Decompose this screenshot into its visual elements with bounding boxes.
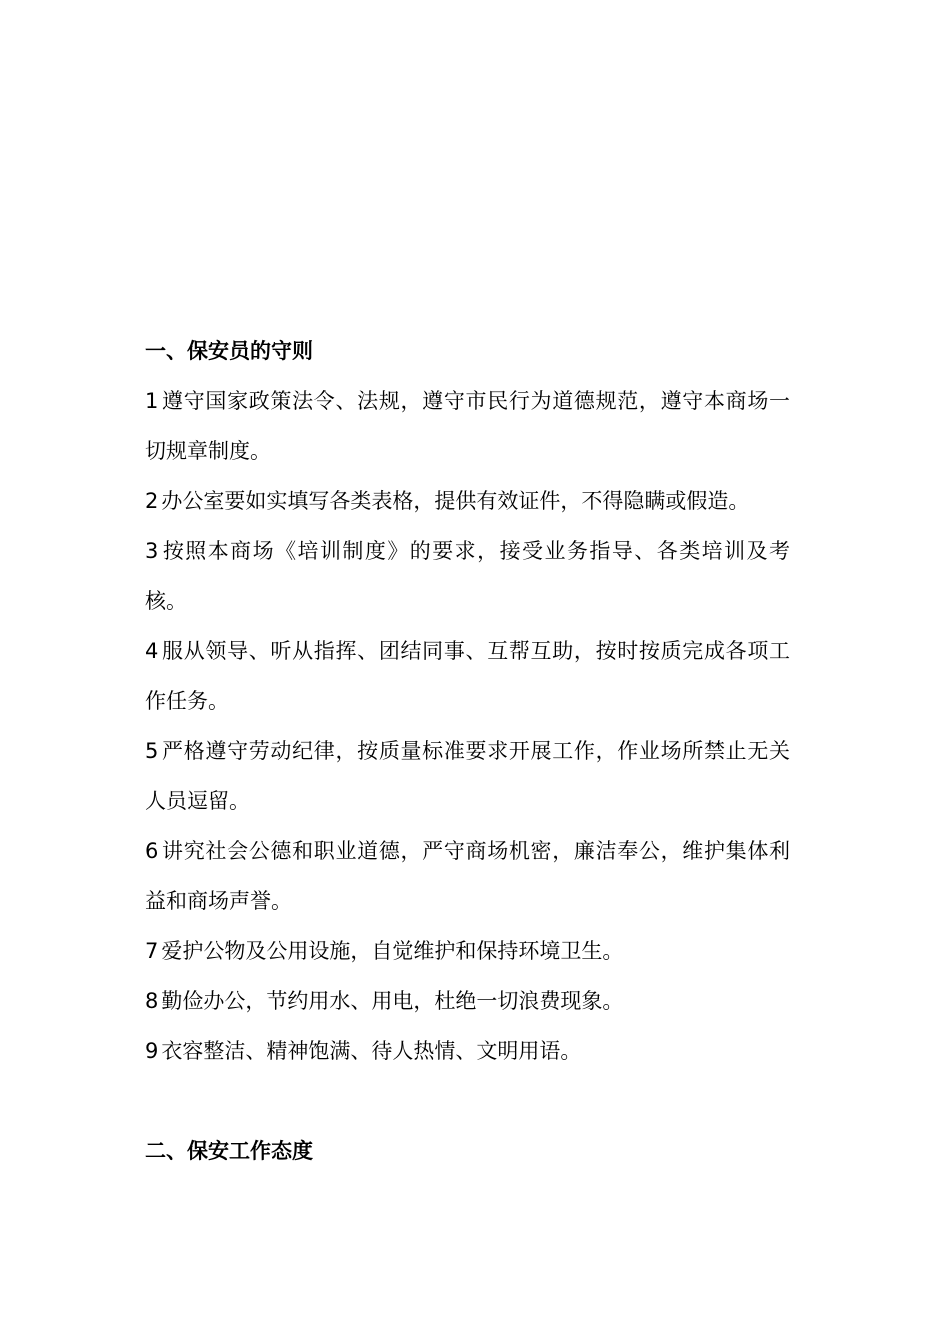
rule-text: 办公室要如实填写各类表格，提供有效证件，不得隐瞒或假造。 bbox=[161, 489, 750, 513]
rule-text: 讲究社会公德和职业道德，严守商场机密，廉洁奉公，维护集体利益和商场声誉。 bbox=[145, 839, 790, 913]
rule-number: 1 bbox=[145, 389, 159, 413]
rule-text: 严格遵守劳动纪律，按质量标准要求开展工作，作业场所禁止无关人员逗留。 bbox=[145, 739, 790, 813]
section-spacer bbox=[145, 1076, 790, 1126]
rule-list bbox=[145, 376, 790, 1076]
document-body bbox=[145, 326, 790, 1176]
rule-text: 衣容整洁、精神饱满、待人热情、文明用语。 bbox=[161, 1039, 582, 1063]
rule-text: 爱护公物及公用设施，自觉维护和保持环境卫生。 bbox=[161, 939, 624, 963]
section-heading-guard-rules: 一、保安员的守则 bbox=[145, 339, 313, 363]
rule-text: 勤俭办公，节约用水、用电，杜绝一切浪费现象。 bbox=[161, 989, 624, 1013]
rule-number: 5 bbox=[145, 739, 159, 763]
rule-item-1 bbox=[145, 376, 790, 476]
section-heading-work-attitude: 二、保安工作态度 bbox=[145, 1139, 313, 1163]
rule-item-8 bbox=[145, 976, 790, 1026]
rule-item-3 bbox=[145, 526, 790, 626]
rule-item-6 bbox=[145, 826, 790, 926]
rule-number: 7 bbox=[145, 939, 159, 963]
rule-text: 服从领导、听从指挥、团结同事、互帮互助，按时按质完成各项工作任务。 bbox=[145, 639, 790, 713]
rule-number: 2 bbox=[145, 489, 159, 513]
rule-item-7 bbox=[145, 926, 790, 976]
rule-number: 9 bbox=[145, 1039, 159, 1063]
rule-number: 6 bbox=[145, 839, 159, 863]
rule-text: 按照本商场《培训制度》的要求，接受业务指导、各类培训及考核。 bbox=[145, 539, 790, 613]
rule-number: 8 bbox=[145, 989, 159, 1013]
rule-number: 3 bbox=[145, 539, 159, 563]
rule-item-4 bbox=[145, 626, 790, 726]
rule-item-9 bbox=[145, 1026, 790, 1076]
rule-item-5 bbox=[145, 726, 790, 826]
rule-number: 4 bbox=[145, 639, 159, 663]
rule-item-2 bbox=[145, 476, 790, 526]
rule-text: 遵守国家政策法令、法规，遵守市民行为道德规范，遵守本商场一切规章制度。 bbox=[145, 389, 790, 463]
